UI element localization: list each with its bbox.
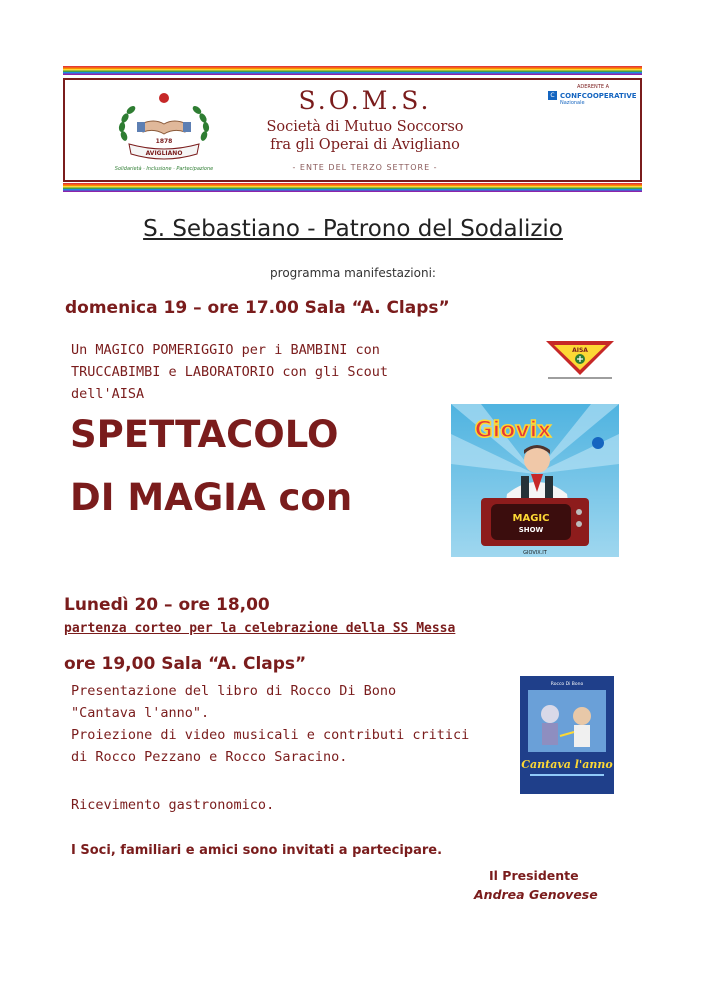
event1-line: TRUCCABIMBI e LABORATORIO con gli Scout xyxy=(71,364,388,380)
svg-text:SHOW: SHOW xyxy=(518,526,544,534)
event3-line: "Cantava l'anno". xyxy=(71,705,210,721)
soms-logo xyxy=(109,88,219,174)
svg-text:AISA: AISA xyxy=(572,347,588,354)
svg-text:Giovix: Giovix xyxy=(474,418,552,443)
header-box xyxy=(63,78,642,182)
magic-show-title-line1: SPETTACOLO xyxy=(70,413,339,456)
svg-text:Cantava l'anno: Cantava l'anno xyxy=(521,758,613,771)
ente-terzo-settore: - ENTE DEL TERZO SETTORE - xyxy=(292,163,438,172)
event2-heading: Lunedì 20 – ore 18,00 xyxy=(64,595,270,615)
svg-text:1878: 1878 xyxy=(155,138,173,145)
svg-text:Rocco Di Bono: Rocco Di Bono xyxy=(550,682,584,687)
soms-name-line2: fra gli Operai di Avigliano xyxy=(270,137,460,153)
svg-text:MAGIC: MAGIC xyxy=(512,513,550,524)
event1-heading: domenica 19 – ore 17.00 Sala “A. Claps” xyxy=(65,298,450,318)
event3-heading: ore 19,00 Sala “A. Claps” xyxy=(64,654,307,674)
book-cover-cantava-lanno xyxy=(520,676,614,794)
signature-name: Andrea Genovese xyxy=(474,887,598,902)
event1-line: Un MAGICO POMERIGGIO per i BAMBINI con xyxy=(71,342,380,358)
soms-title: S.O.M.S. xyxy=(298,86,432,115)
event1-line: dell'AISA xyxy=(71,386,145,402)
event3-line: Proiezione di video musicali e contributi critici xyxy=(71,727,470,743)
rainbow-stripe-bottom xyxy=(63,183,642,192)
confcooperative-badge xyxy=(548,84,638,106)
rainbow-stripe-top xyxy=(63,66,642,75)
event3-line: Presentazione del libro di Rocco Di Bono xyxy=(71,683,397,699)
magic-show-title-line2: DI MAGIA con xyxy=(70,476,353,519)
event2-subheading: partenza corteo per la celebrazione della SS Messa xyxy=(64,621,456,636)
confcoop-name: CONFCOOPERATIVE xyxy=(560,91,637,100)
event1-description xyxy=(71,339,511,405)
confcoop-logo-icon: C xyxy=(548,91,557,100)
svg-text:AVIGLIANO: AVIGLIANO xyxy=(145,150,183,157)
event3-description xyxy=(71,680,511,768)
giovix-magic-show-photo xyxy=(451,404,619,557)
page-title: S. Sebastiano - Patrono del Sodalizio xyxy=(143,216,563,242)
signature-role: Il Presidente xyxy=(489,868,579,883)
svg-text:GIOVIX.IT: GIOVIX.IT xyxy=(523,550,547,556)
svg-text:Solidarietà · Inclusione · Par: Solidarietà · Inclusione · Partecipazione xyxy=(114,166,214,172)
reception-text: Ricevimento gastronomico. xyxy=(71,797,275,813)
event3-line: di Rocco Pezzano e Rocco Saracino. xyxy=(71,749,348,765)
program-subtitle: programma manifestazioni: xyxy=(270,266,436,280)
confcoop-sub: Nazionale xyxy=(560,100,585,106)
header-banner xyxy=(63,66,642,192)
invitation-text: I Soci, familiari e amici sono invitati a partecipare. xyxy=(71,843,443,858)
soms-name-line1: Società di Mutuo Soccorso xyxy=(266,119,464,135)
confcoop-adherent: ADERENTE A xyxy=(576,84,610,90)
aisa-scout-logo xyxy=(542,337,618,383)
